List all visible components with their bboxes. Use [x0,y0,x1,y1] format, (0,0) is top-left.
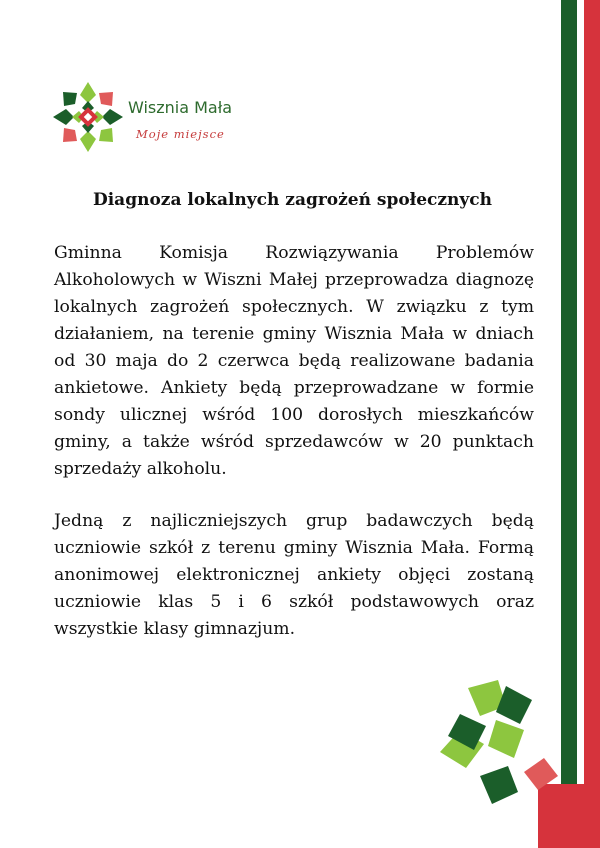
paragraph-1: Gminna Komisja Rozwiązywania Problemów Alkoholowych w Wiszni Małej przeprowadza diagnozę lokalnych zagrożeń społecznych. W związku z tym działaniem, na terenie gminy Wisznia Mała w dniach od 30 maja do 2 czerwca będą realizowane badania ankietowe. Ankiety będą przeprowadzane w formie sondy ulicznej wśród 100 dorosłych mieszkańców gminy, a także wśród sprzedawców w 20 punktach sprzedaży alkoholu. [54,243,534,479]
paragraph-2: Jedną z najliczniejszych grup badawczych będą uczniowie szkół z terenu gminy Wisznia Mała. Formą anonimowej elektronicznej ankiety objęci zostaną uczniowie klas 5 i 6 szkół podstawowych oraz wszystkie klasy gimnazjum. [54,511,534,639]
page-title: Diagnoza lokalnych zagrożeń społecznych [92,190,492,210]
logo [50,80,250,155]
logo-emblem-icon [50,80,126,155]
logo-name: Wisznia Mała [128,98,233,117]
corner-ornament-icon [440,680,600,848]
logo-tagline: Moje miejsce [136,127,225,141]
